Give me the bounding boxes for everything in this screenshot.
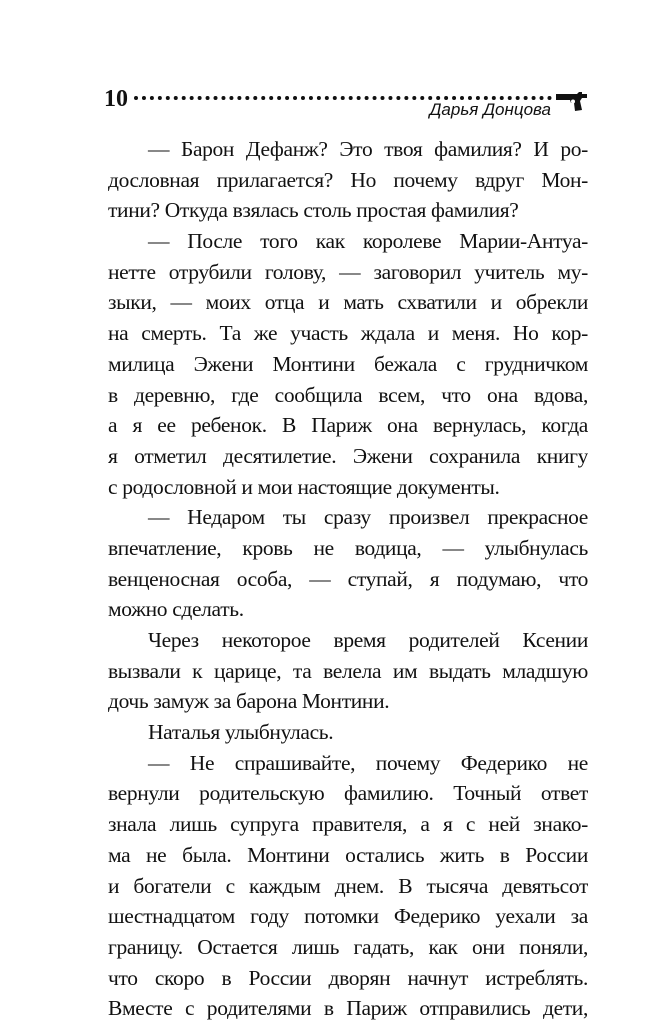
text-line: дословная прилагается? Но почему вдруг Мон- [108,167,588,192]
text-line: Наталья улыбнулась. [148,720,334,745]
text-line: и богатели с каждым днем. В тысяча девятьсот [108,873,588,898]
text-line: что скоро в России дворян начнут истреблять. [108,965,588,990]
revolver-icon [555,88,589,112]
text-line: с родословной и мои настоящие документы. [108,474,500,499]
text-line: — Недаром ты сразу произвел прекрасное [148,505,588,530]
author-name: Дарья Донцова [429,100,551,119]
text-line: границу. Остается лишь гадать, как они поняли, [108,934,588,959]
text-line: — Барон Дефанж? Это твоя фамилия? И ро- [148,137,588,161]
text-line: на смерть. Та же участь ждала и меня. Но кор- [108,321,588,346]
text-line: — После того как королеве Марии-Антуа- [148,229,588,254]
text-line: Через некоторое время родителей Ксении [148,628,588,652]
text-line: шестнадцатом году потомки Федерико уехали за [108,904,588,929]
page-header [104,80,589,124]
text-line: зыки, — моих отца и мать схватили и обрекли [108,290,588,315]
body-text [108,134,588,1024]
text-line: впечатление, кровь не водица, — улыбнулась [108,535,588,560]
text-line: вызвали к царице, та велела им выдать младшую [108,658,588,683]
text-line: тини? Откуда взялась столь простая фамилия? [108,198,519,223]
page-number: 10 [104,86,128,112]
text-line: можно сделать. [108,597,244,622]
text-line: а я ее ребенок. В Париж она вернулась, когда [108,413,588,438]
text-line: — Не спрашивайте, почему Федерико не [148,750,588,775]
text-line: Вместе с родителями в Париж отправились дети, [108,996,588,1021]
text-line: венценосная особа, — ступай, я подумаю, что [108,566,588,591]
text-line: милица Эжени Монтини бежала с грудничком [108,351,588,376]
text-line: я отметил десятилетие. Эжени сохранила книгу [108,443,588,468]
text-line: знала лишь супруга правителя, а я с ней знако- [108,812,588,837]
text-line: в деревню, где сообщила всем, что она вдова, [108,382,588,407]
text-line: вернули родительскую фамилию. Точный ответ [108,781,588,806]
text-line: нетте отрубили голову, — заговорил учитель му- [108,259,588,284]
text-line: ма не была. Монтини остались жить в России [108,842,588,867]
text-line: дочь замуж за барона Монтини. [108,689,390,714]
